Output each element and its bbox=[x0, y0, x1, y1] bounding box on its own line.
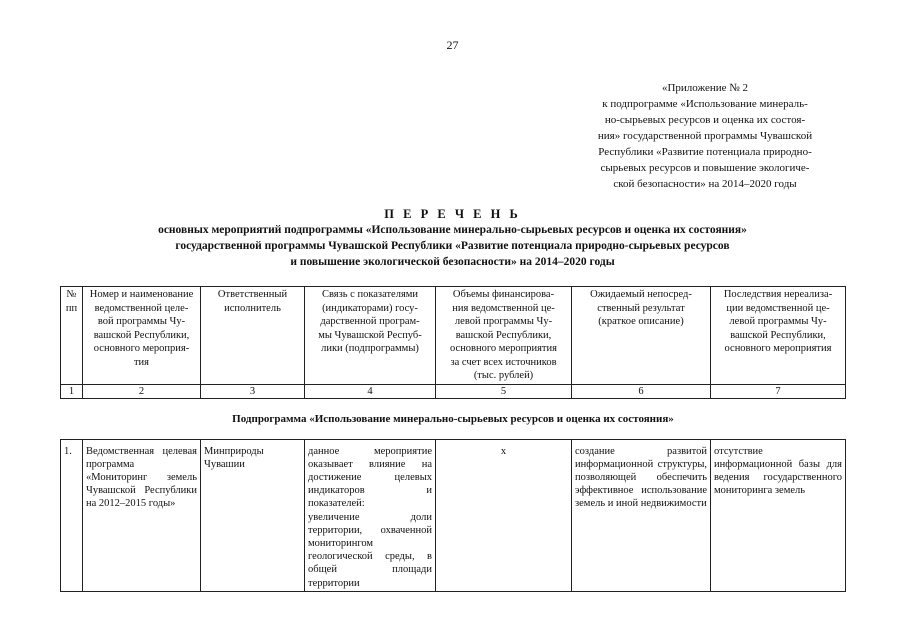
appendix-line: но-сырьевых ресурсов и оценка их состоя- bbox=[604, 114, 806, 126]
measures-table bbox=[60, 286, 846, 592]
appendix-line: ской безопасности» на 2014–2020 годы bbox=[613, 178, 797, 190]
row-number: 1. bbox=[61, 439, 83, 591]
table-header-row bbox=[61, 287, 846, 385]
column-number: 6 bbox=[572, 384, 711, 398]
row-indicators bbox=[305, 439, 436, 591]
row-financing: х bbox=[436, 439, 572, 591]
subprogram-title: Подпрограмма «Использование минерально-сырьевых ресурсов и оценка их состояния» bbox=[61, 398, 846, 439]
indicators-paragraph: данное мероприятие оказывает влияние на достижение целевых индикаторов и показателей: bbox=[308, 445, 432, 510]
row-name: Ведомственная целевая программа «Мониторинг земель Чувашской Республики на 2012–2015 годы» bbox=[83, 439, 201, 591]
document-title bbox=[60, 206, 845, 270]
column-number: 1 bbox=[61, 384, 83, 398]
appendix-line: к подпрограмме «Использование минераль- bbox=[602, 98, 808, 110]
header-cell-indicators: Связь с показателями (индикаторами) госу- дарственной програм- мы Чувашской Респуб- лики (подпрограммы) bbox=[305, 287, 436, 385]
header-cell-financing: Объемы финансирова- ния ведомственной це- левой программы Чу- вашской Республики, основного мероприятия за счет всех источников (тыс. рублей) bbox=[436, 287, 572, 385]
page-number: 27 bbox=[446, 38, 459, 52]
column-number: 4 bbox=[305, 384, 436, 398]
subprogram-row bbox=[61, 398, 846, 439]
appendix-line: «Приложение № 2 bbox=[661, 82, 749, 94]
column-number: 5 bbox=[436, 384, 572, 398]
appendix-line: сырьевых ресурсов и повышение экологиче- bbox=[600, 162, 810, 174]
header-cell-executor: Ответственный исполнитель bbox=[201, 287, 305, 385]
column-numbers-row bbox=[61, 384, 846, 398]
column-number: 7 bbox=[711, 384, 846, 398]
title-sub-line: основных мероприятий подпрограммы «Использование минерально-сырьевых ресурсов и оценка их состояния» bbox=[158, 224, 747, 236]
title-sub-line: государственной программы Чувашской Республики «Развитие потенциала природно-сырьевых ресурсов bbox=[175, 240, 730, 252]
header-cell-num: № пп bbox=[61, 287, 83, 385]
title-sub-line: и повышение экологической безопасности» на 2014–2020 годы bbox=[290, 256, 615, 268]
row-consequences: отсутствие информационной базы для ведения государственного мониторинга земель bbox=[711, 439, 846, 591]
row-result: создание развитой информационной структуры, позволяющей обеспечить эффективное использование земель и иной недвижимости bbox=[572, 439, 711, 591]
table-row bbox=[61, 439, 846, 591]
header-cell-name: Номер и наименование ведомственной целе- вой программы Чу- вашской Республики, основного мероприя- тия bbox=[83, 287, 201, 385]
appendix-line: Республики «Развитие потенциала природно- bbox=[598, 146, 812, 158]
indicators-paragraph: увеличение доли территории, охваченной мониторингом геологической среды, в общей площади территории bbox=[308, 511, 432, 589]
column-number: 2 bbox=[83, 384, 201, 398]
column-number: 3 bbox=[201, 384, 305, 398]
title-main: П Е Р Е Ч Е Н Ь bbox=[384, 207, 521, 221]
appendix-line: ния» государственной программы Чувашской bbox=[597, 130, 813, 142]
row-executor: Минприроды Чувашии bbox=[201, 439, 305, 591]
header-cell-consequences: Последствия нереализа- ции ведомственной це- левой программы Чу- вашской Республики, основного мероприятия bbox=[711, 287, 846, 385]
appendix-note bbox=[566, 80, 844, 192]
header-cell-result: Ожидаемый непосред- ственный результат (краткое описание) bbox=[572, 287, 711, 385]
